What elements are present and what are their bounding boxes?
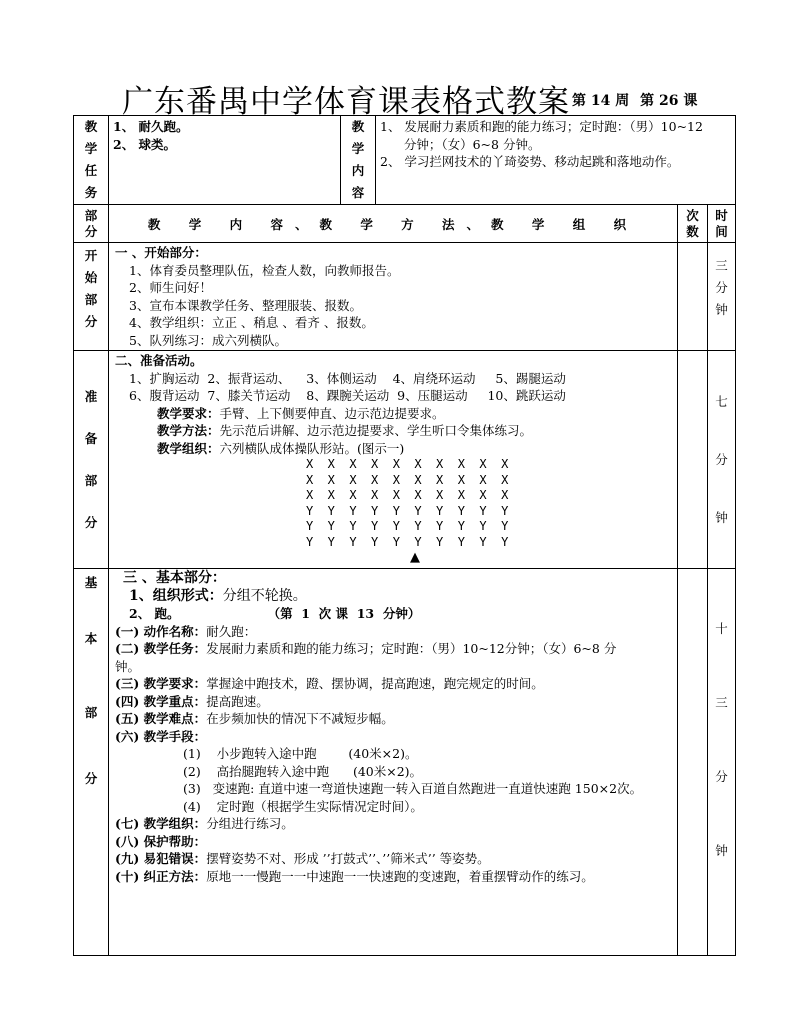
content-cell [376, 116, 736, 205]
start-time [708, 243, 736, 351]
prep-exercises: 1、扩胸运动 2、振背运动、 3、体侧运动 4、肩绕环运动 5、踢腿运动 [129, 370, 566, 386]
prep-organization-label: 教学组织： [157, 440, 220, 456]
start-times [678, 243, 708, 351]
page-header [0, 76, 794, 120]
start-section-row [74, 243, 736, 351]
header-part [74, 205, 109, 243]
basic-heading: 三 、基本部分： [123, 570, 226, 586]
header-duration [708, 205, 736, 243]
task-label-char: 学 [84, 141, 98, 156]
basic-difficulty-text: 在步频加快的情况下不减短步幅。 [206, 711, 394, 726]
content-label-char: 教 [351, 119, 365, 134]
start-line: 4、教学组织：立正 、稍息 、看齐 、报数。 [129, 315, 374, 330]
basic-time-char: 十 [715, 621, 728, 636]
start-label [74, 243, 109, 351]
basic-time-char: 钟 [715, 843, 728, 858]
basic-task-text: 发展耐力素质和跑的能力练习；定时跑：（男）10~12分钟；（女）6~8 分 [206, 641, 617, 656]
task-item: 1、 耐久跑。 [113, 119, 189, 134]
basic-errors [115, 850, 671, 868]
basic-difficulty-label: (五) 教学难点： [115, 711, 207, 726]
basic-action [115, 623, 671, 641]
basic-action-text: 耐久跑： [206, 623, 257, 639]
task-label-char: 教 [84, 119, 98, 134]
basic-difficulty [115, 710, 671, 728]
header-part-char: 部 [84, 207, 98, 223]
basic-means-label: (六) 教学手段： [115, 728, 207, 744]
basic-key-point-text: 提高跑速。 [206, 693, 269, 709]
formation-row: Y Y Y Y Y Y Y Y Y Y [306, 534, 509, 549]
basic-run-label: 2、 跑。 [129, 606, 180, 621]
task-label-char: 任 [84, 163, 98, 178]
basic-run [115, 605, 671, 623]
formation-row: Y Y Y Y Y Y Y Y Y Y [306, 503, 509, 518]
prep-label-char: 准 [84, 388, 98, 404]
prep-organization-text: 六列横队成体操队形站。(图示一) [219, 440, 405, 456]
start-heading: 一 、开始部分： [115, 245, 207, 260]
prep-label [74, 351, 109, 569]
prep-requirement-text: 手臂、上下侧要伸直、边示范边提要求。 [219, 405, 445, 421]
basic-organization-text: 分组进行练习。 [206, 816, 294, 831]
basic-key-point-label: (四) 教学重点： [115, 693, 207, 709]
prep-label-char: 部 [84, 472, 98, 488]
start-line: 1、体育委员整理队伍，检查人数，向教师报告。 [129, 262, 400, 278]
basic-content [109, 569, 678, 956]
content-label-char: 容 [351, 185, 365, 200]
basic-task [115, 640, 671, 658]
start-line: 5、队列练习：成六列横队。 [129, 332, 287, 348]
basic-correction-label: (十) 纠正方法： [115, 868, 207, 884]
page-title: 广东番禺中学体育课表格式教案 [122, 84, 570, 120]
basic-means-item: (4) 定时跑（根据学生实际情况定时间）。 [183, 798, 423, 814]
basic-section-row [74, 569, 736, 956]
basic-errors-label: (九) 易犯错误： [115, 851, 207, 866]
content-item: 2、 学习拦网技术的丫琦姿势、移动起跳和落地动作。 [380, 154, 680, 169]
formation-row: Y Y Y Y Y Y Y Y Y Y [306, 519, 509, 533]
start-label-char: 分 [84, 314, 98, 329]
basic-run-note: （第 1 次 课 13 分钟） [267, 606, 421, 621]
basic-correction-text: 原地一一慢跑一一中速跑一一快速跑的变速跑，着重摆臂动作的练习。 [206, 868, 594, 884]
basic-correction [115, 868, 671, 886]
basic-org-form-label: 1、组织形式： [129, 587, 223, 604]
prep-method [115, 422, 671, 440]
header-duration-char: 时 [715, 207, 728, 223]
formation-row: X X X X X X X X X X [306, 488, 509, 502]
start-content [109, 243, 678, 351]
basic-time-char: 三 [715, 695, 728, 710]
basic-key-point [115, 693, 671, 711]
content-item: 分钟；（女）6~8 分钟。 [380, 136, 541, 152]
prep-heading: 二、准备活动。 [115, 353, 203, 368]
basic-errors-text: 摆臂姿势不对、形成 ’’打鼓式’’、’’筛米式’’ 等姿势。 [206, 851, 490, 866]
prep-organization [115, 440, 671, 458]
formation-diagram [115, 457, 671, 565]
content-label-char: 内 [351, 163, 365, 178]
header-main: 教 学 内 容、教 学 方 法、教 学 组 织 [109, 205, 678, 243]
basic-organization-label: (七) 教学组织： [115, 816, 207, 831]
header-times-char: 数 [686, 223, 699, 239]
basic-org-form [115, 588, 671, 606]
basic-task-label: (二) 教学任务： [115, 641, 207, 656]
lesson-plan-table [73, 115, 736, 956]
basic-times [678, 569, 708, 956]
teacher-triangle-icon: ▲ [410, 550, 420, 565]
content-item: 1、 发展耐力素质和跑的能力练习；定时跑：（男）10~12 [380, 119, 703, 134]
basic-label-char: 基 [84, 575, 98, 590]
basic-action-label: (一) 动作名称： [115, 623, 207, 639]
prep-method-label: 教学方法： [157, 423, 220, 438]
header-times [678, 205, 708, 243]
start-label-char: 部 [84, 292, 98, 307]
basic-org-form-text: 分组不轮换。 [222, 587, 307, 604]
start-line: 3、宣布本课教学任务、整理服装、报数。 [129, 297, 362, 313]
prep-label-char: 备 [84, 430, 98, 446]
header-duration-char: 间 [715, 223, 728, 239]
content-label-char: 学 [351, 141, 365, 156]
basic-protect-label: (八) 保护帮助： [115, 833, 207, 849]
prep-section-row [74, 351, 736, 569]
basic-requirement-text: 掌握途中跑技术，蹬、摆协调，提高跑速，跑完规定的时间。 [206, 676, 544, 691]
start-line: 2、师生问好！ [129, 280, 212, 295]
prep-times [678, 351, 708, 569]
basic-time-char: 分 [715, 769, 728, 784]
formation-row: X X X X X X X X X X [306, 457, 509, 471]
basic-means-item: (1) 小步跑转入途中跑 (40米×2)。 [183, 746, 418, 761]
prep-time-char: 钟 [715, 509, 728, 525]
basic-task-cont: 钟。 [115, 658, 141, 674]
basic-organization [115, 815, 671, 833]
formation-row: X X X X X X X X X X [306, 472, 509, 487]
header-part-char: 分 [84, 223, 98, 239]
prep-requirement-label: 教学要求： [157, 405, 220, 421]
basic-requirement-label: (三) 教学要求： [115, 676, 207, 691]
start-time-char: 钟 [715, 302, 728, 317]
week-number: 第 14 周 [572, 93, 630, 109]
basic-label-char: 部 [84, 705, 98, 720]
prep-exercises: 6、腹背运动 7、膝关节运动 8、踝腕关运动 9、压腿运动 10、跳跃运动 [129, 388, 566, 403]
task-label-char: 务 [84, 185, 98, 200]
task-content-row [74, 116, 736, 205]
basic-means-item: (2) 高抬腿跑转入途中跑 (40米×2)。 [183, 763, 423, 779]
basic-requirement [115, 675, 671, 693]
basic-label-char: 本 [84, 631, 98, 646]
start-time-char: 分 [715, 280, 728, 295]
basic-means-item: (3) 变速跑: 直道中速一弯道快速跑一转入百道自然跑进一直道快速跑 150×2次。 [183, 781, 643, 796]
content-label [341, 116, 376, 205]
prep-requirement [115, 405, 671, 423]
start-label-char: 开 [84, 248, 98, 263]
lesson-number: 第 26 课 [640, 93, 698, 109]
task-item: 2、 球类。 [113, 136, 177, 152]
start-label-char: 始 [84, 270, 98, 285]
prep-method-text: 先示范后讲解、边示范边提要求、学生听口令集体练习。 [219, 423, 533, 438]
prep-content [109, 351, 678, 569]
basic-label-char: 分 [84, 771, 98, 786]
header-times-char: 次 [686, 207, 699, 223]
prep-time [708, 351, 736, 569]
basic-label [74, 569, 109, 956]
prep-time-char: 七 [715, 393, 728, 409]
task-cell [109, 116, 341, 205]
task-label [74, 116, 109, 205]
column-header-row [74, 205, 736, 243]
prep-time-char: 分 [715, 451, 728, 467]
week-lesson [572, 90, 703, 110]
basic-time [708, 569, 736, 956]
start-time-char: 三 [715, 258, 728, 273]
prep-label-char: 分 [84, 514, 98, 530]
